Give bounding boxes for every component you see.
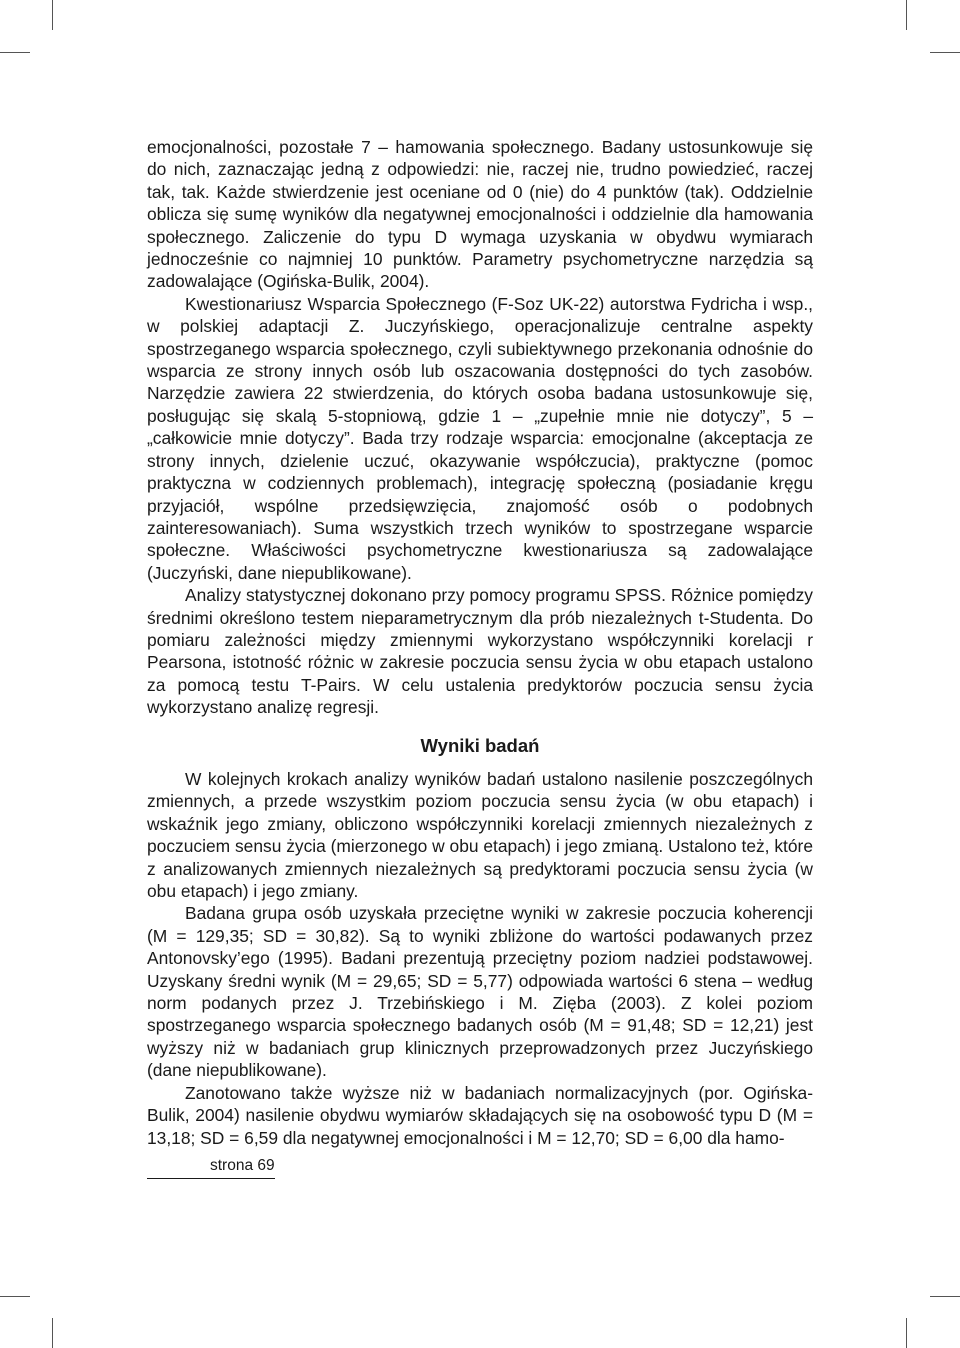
crop-mark <box>52 1318 53 1348</box>
page-number: strona 69 <box>210 1157 275 1174</box>
crop-mark <box>0 52 30 53</box>
body-text-top <box>147 136 813 719</box>
crop-mark <box>52 0 53 30</box>
paragraph: Zanotowano także wyższe niż w badaniach normalizacyjnych (por. Ogińska-Bulik, 2004) nasilenie obydwu wymiarów składających się na osobowość typu D (M = 13,18; SD = 6,59 dla negatywnej emocjonalności i M = 12,70; SD = 6,00 dla hamo- <box>147 1082 813 1148</box>
paragraph: Badana grupa osób uzyskała przeciętne wyniki w zakresie poczucia koherencji (M = 129,35; SD = 30,82). Są to wyniki zbliżone do wartości podawanych przez Antonovsky’ego (1995). Badani prezentują przeciętny poziom nadziei podstawowej. Uzyskany średni wynik (M = 29,65; SD = 5,77) odpowiada wartości 6 stena – według norm podanych przez J. Trzebińskiego i M. Zięba (2003). Z kolei poziom spostrzeganego wsparcia społecznego badanych osób (M = 91,48; SD = 12,21) jest wyższy niż w badaniach grup klinicznych przeprowadzonych przez Juczyńskiego (dane niepublikowane). <box>147 903 813 1081</box>
paragraph: W kolejnych krokach analizy wyników badań ustalono nasilenie poszczególnych zmiennych, a przede wszystkim poziom poczucia sensu życia (w obu etapach) i wskaźnik jego zmiany, obliczono współczynniki korelacji zmiennych niezależnych z poczuciem sensu życia (mierzonego w obu etapach) i jego zmianą. Ustalono też, które z analizowanych zmiennych niezależnych są predyktorami poczucia sensu życia (w obu etapach) i jego zmiany. <box>147 769 814 902</box>
footer-rule <box>147 1178 275 1179</box>
paragraph: emocjonalności, pozostałe 7 – hamowania społecznego. Badany ustosunkowuje się do nich, zaznaczając jedną z odpowiedzi: nie, raczej nie, trudno powiedzieć, raczej tak, tak. Każde stwierdzenie jest oceniane od 0 (nie) do 4 punktów (tak). Oddzielnie oblicza się sumę wyników dla negatywnej emocjonalności i oddzielnie dla hamowania społecznego. Zaliczenie do typu D wymaga uzyskania w obydwu wymiarach jednocześnie co najmniej 10 punktów. Parametry psychometryczne narzędzia są zadowalające (Ogińska-Bulik, 2004). <box>147 137 813 292</box>
crop-mark <box>930 52 960 53</box>
section-heading: Wyniki badań <box>420 735 540 756</box>
paragraph: Analizy statystycznej dokonano przy pomocy programu SPSS. Różnice pomiędzy średnimi określono testem nieparametrycznym dla prób niezależnych t-Studenta. Do pomiaru zależności między zmiennymi wykorzystano współczynniki korelacji r Pearsona, istotność różnic w zakresie poczucia sensu życia w obu etapach ustalono za pomocą testu T-Pairs. W celu ustalenia predyktorów poczucia sensu życia wykorzystano analizę regresji. <box>147 585 813 718</box>
paragraph: Kwestionariusz Wsparcia Społecznego (F-Soz UK-22) autorstwa Fydricha i wsp., w polskiej adaptacji Z. Juczyńskiego, operacjonalizuje centralne aspekty spostrzeganego wsparcia społecznego, czyli subiektywnego przekonania odnośnie do wsparcia ze strony innych osób lub oszacowania dostępności do tych zasobów. Narzędzie zawiera 22 stwierdzenia, do których osoba badana ustosunkowuje się, posługując się skalą 5-stopniową, gdzie 1 – „zupełnie mnie nie dotyczy”, 5 – „całkowicie mnie dotyczy”. Bada trzy rodzaje wsparcia: emocjonalne (akceptacja ze strony innych, dzielenie uczuć, okazywanie współczucia), praktyczne (pomoc praktyczna w codziennych problemach), integrację społeczną (posiadanie kręgu przyjaciół, wspólne przedsięwzięcia, znajomość osób o podobnych zainteresowaniach). Suma wszystkich trzech wyników to spostrzegane wsparcie społeczne. Właściwości psychometryczne kwestionariusza są zadowalające (Juczyński, dane niepublikowane). <box>147 293 813 583</box>
body-text-bottom <box>147 768 813 1149</box>
crop-mark <box>906 1318 907 1348</box>
crop-mark <box>0 1296 30 1297</box>
crop-mark <box>906 0 907 30</box>
crop-mark <box>930 1296 960 1297</box>
